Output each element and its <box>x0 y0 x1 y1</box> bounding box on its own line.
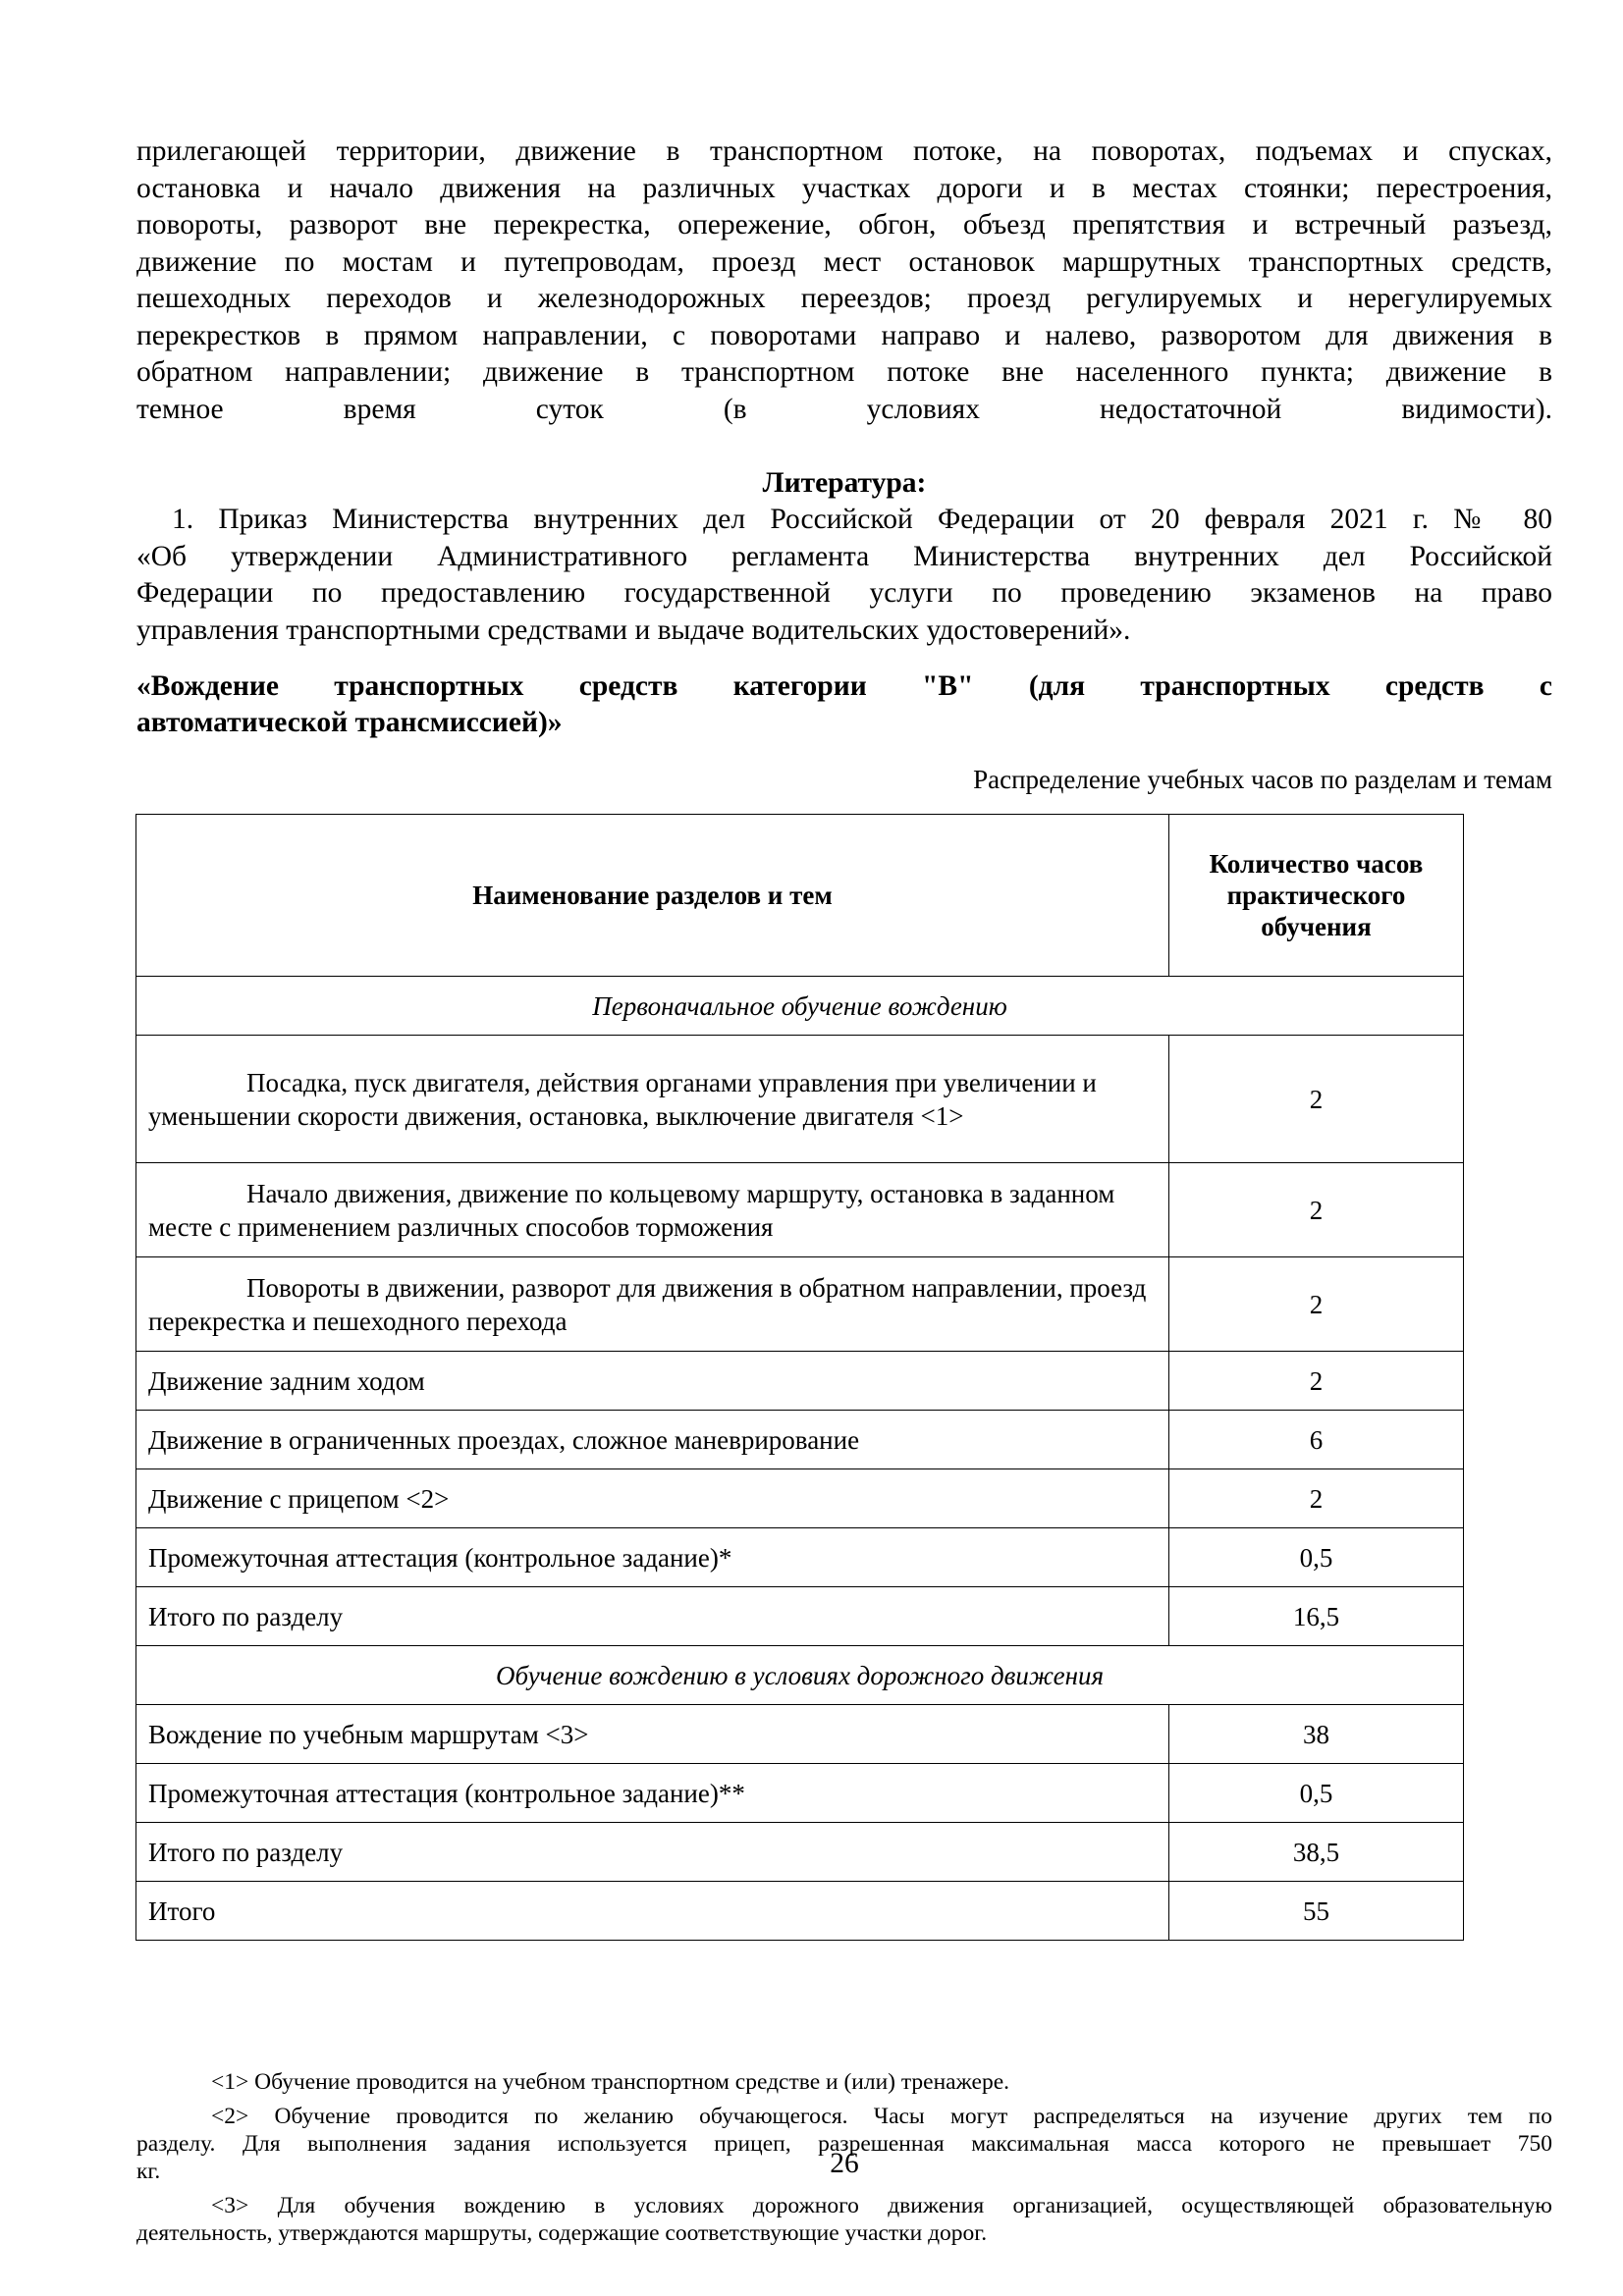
intro-line: обратном направлении; движение в транспортном потоке вне населенного пункта; движение в <box>136 356 1552 388</box>
footnote-1: <1> Обучение проводится на учебном транспортном средстве и (или) тренажере. <box>211 2069 1010 2095</box>
hours-cell: 2 <box>1169 1036 1464 1163</box>
section-title-line: «Вождение транспортных средств категории "B" (для транспортных средств с <box>136 670 1552 702</box>
literature-title: Литература: <box>762 467 927 499</box>
header-topic-name: Наименование разделов и тем <box>136 815 1169 977</box>
hours-cell: 0,5 <box>1169 1528 1464 1587</box>
table-row <box>136 1528 1464 1587</box>
topic-cell <box>136 1163 1169 1257</box>
footnote-line: <2> Обучение проводится по желанию обучающегося. Часы могут распределяться на изучение других тем по <box>211 2104 1552 2129</box>
hours-cell: 0,5 <box>1169 1764 1464 1823</box>
intro-line: темное время суток (в условиях недостаточной видимости). <box>136 393 1552 425</box>
table-row <box>136 1411 1464 1469</box>
table-row <box>136 1764 1464 1823</box>
section-heading-road: Обучение вождению в условиях дорожного движения <box>136 1646 1464 1705</box>
hours-cell: 38 <box>1169 1705 1464 1764</box>
topic-cell <box>136 1036 1169 1163</box>
intro-line: прилегающей территории, движение в транспортном потоке, на поворотах, подъемах и спусках, <box>136 135 1552 167</box>
footnote-line: деятельность, утверждаются маршруты, содержащие соответствующие участки дорог. <box>136 2220 988 2246</box>
topic-text: Начало движения, движение по кольцевому маршруту, остановка в заданном месте с применением различных способов торможения <box>148 1178 1115 1242</box>
footnote-line: кг. <box>136 2159 161 2184</box>
distribution-caption: Распределение учебных часов по разделам и темам <box>973 765 1552 794</box>
footnote-line: разделу. Для выполнения задания используется прицеп, разрешенная максимальная масса которого не превышает 750 <box>136 2131 1552 2157</box>
page-number: 26 <box>830 2148 859 2179</box>
table-row <box>136 1882 1464 1941</box>
topic-cell: Вождение по учебным маршрутам <3> <box>136 1705 1169 1764</box>
topic-cell: Промежуточная аттестация (контрольное задание)** <box>136 1764 1169 1823</box>
topic-cell: Движение с прицепом <2> <box>136 1469 1169 1528</box>
topic-cell: Движение задним ходом <box>136 1352 1169 1411</box>
intro-line: движение по мостам и путепроводам, проезд мест остановок маршрутных транспортных средств, <box>136 245 1552 278</box>
table-row <box>136 1257 1464 1352</box>
hours-cell: 55 <box>1169 1882 1464 1941</box>
intro-line: повороты, разворот вне перекрестка, опережение, обгон, объезд препятствия и встречный разъезд, <box>136 209 1552 240</box>
table-row <box>136 1469 1464 1528</box>
topic-cell: Промежуточная аттестация (контрольное задание)* <box>136 1528 1169 1587</box>
table-row <box>136 1705 1464 1764</box>
section-title <box>136 668 1552 741</box>
literature-line: 1. Приказ Министерства внутренних дел Российской Федерации от 20 февраля 2021 г. № 80 <box>172 504 1552 535</box>
topic-text: Посадка, пуск двигателя, действия органами управления при увеличении и уменьшении скорости движения, остановка, выключение двигателя <1> <box>148 1067 1097 1131</box>
hours-table <box>135 814 1464 1941</box>
topic-cell <box>136 1257 1169 1352</box>
table-row <box>136 1352 1464 1411</box>
intro-paragraph <box>136 133 1552 428</box>
hours-cell: 16,5 <box>1169 1587 1464 1646</box>
table-row <box>136 1823 1464 1882</box>
hours-cell: 2 <box>1169 1469 1464 1528</box>
table-header-row <box>136 815 1464 977</box>
literature-line: Федерации по предоставлению государственной услуги по проведению экзаменов на право <box>136 577 1552 609</box>
table-row <box>136 1163 1464 1257</box>
topic-cell: Итого по разделу <box>136 1823 1169 1882</box>
intro-line: остановка и начало движения на различных участках дороги и в местах стоянки; перестроения, <box>136 172 1552 204</box>
topic-cell: Итого по разделу <box>136 1587 1169 1646</box>
literature-line: «Об утверждении Административного регламента Министерства внутренних дел Российской <box>136 540 1552 572</box>
footnote-3 <box>136 2192 1552 2247</box>
hours-cell: 2 <box>1169 1352 1464 1411</box>
header-hours: Количество часов практического обучения <box>1169 815 1464 977</box>
hours-cell: 38,5 <box>1169 1823 1464 1882</box>
footnote-line: <3> Для обучения вождению в условиях дорожного движения организацией, осуществляющей образовательную <box>211 2193 1552 2218</box>
hours-cell: 2 <box>1169 1257 1464 1352</box>
section-row <box>136 977 1464 1036</box>
literature-item <box>136 502 1552 649</box>
document-page <box>136 133 1552 2246</box>
hours-cell: 6 <box>1169 1411 1464 1469</box>
topic-text: Повороты в движении, разворот для движения в обратном направлении, проезд перекрестка и пешеходного перехода <box>148 1272 1147 1336</box>
topic-cell: Движение в ограниченных проездах, сложное маневрирование <box>136 1411 1169 1469</box>
topic-cell: Итого <box>136 1882 1169 1941</box>
section-heading-initial: Первоначальное обучение вождению <box>136 977 1464 1036</box>
intro-line: пешеходных переходов и железнодорожных переездов; проезд регулируемых и нерегулируемых <box>136 283 1552 314</box>
hours-cell: 2 <box>1169 1163 1464 1257</box>
literature-line: управления транспортными средствами и выдаче водительских удостоверений». <box>136 614 1131 646</box>
intro-line: перекрестков в прямом направлении, с поворотами направо и налево, разворотом для движения в <box>136 319 1552 351</box>
section-title-line: автоматической трансмиссией)» <box>136 707 563 738</box>
table-row <box>136 1587 1464 1646</box>
section-row <box>136 1646 1464 1705</box>
table-row <box>136 1036 1464 1163</box>
